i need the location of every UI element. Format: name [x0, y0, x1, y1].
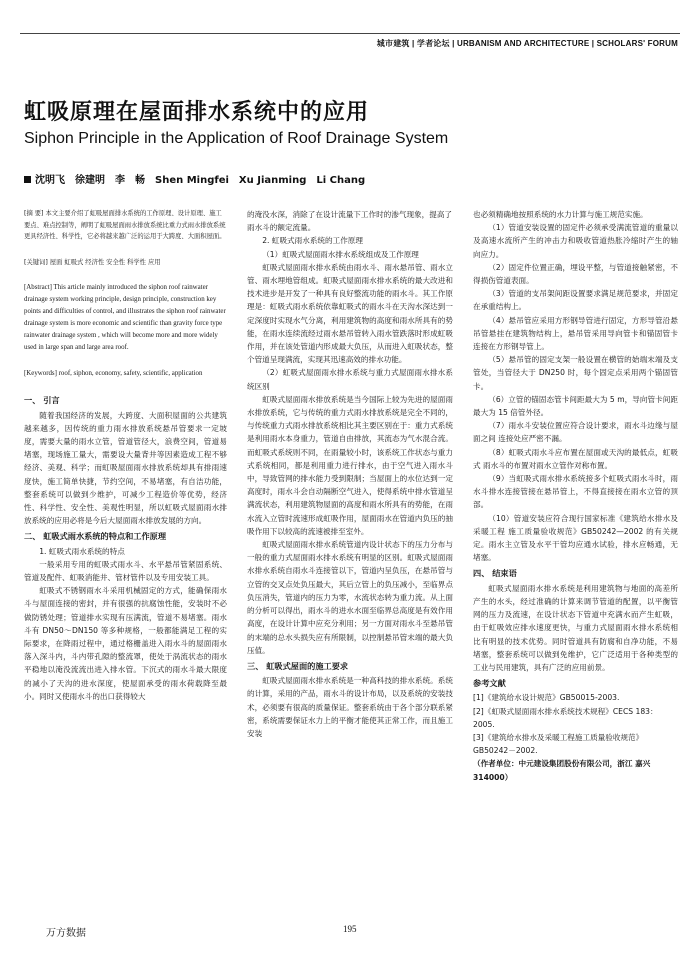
paragraph-continued: 也必须精确地按照系统的水力计算与施工规范实施。: [473, 210, 648, 219]
paragraph: （9）当虹吸式雨水排水系统接多个虹吸式雨水斗时，雨水斗排水连接管接在悬吊管上，不得直接接在雨水立管的顶部。: [473, 474, 678, 510]
bullet-square-icon: [24, 176, 31, 183]
column-3-body: [473, 208, 678, 784]
authors-text: 沈明飞 徐建明 李 畅 Shen Mingfei Xu Jianming Li Chang: [35, 175, 366, 186]
author-affiliation: （作者单位：中元建设集团股份有限公司，浙江 嘉兴 314000）: [473, 759, 651, 782]
paragraph: 虹吸式屋面雨水排水系统是利用建筑物与地面的高差所产生的水头，经过准确的计算来调节管道的配置，以平衡管网的压力及流速，在设计状态下管道中充满水而产生虹吸，由于虹吸效应排水速度更快，与重力式屋面雨水排水系统相比有明显的技术优势。同时管道具有防腐和自净功能，不易堵塞，整套系统可以做到免维护，它广泛适用于各种类型的工业与民用建筑，具有广泛的应用前景。: [473, 583, 678, 672]
section-heading: 参考文献: [473, 678, 506, 689]
running-head: 城市建筑 | 学者论坛 | URBANISM AND ARCHITECTURE | SCHOLARS' FORUM: [376, 39, 678, 48]
footer-source: 万方数据: [46, 928, 86, 939]
column-1: [24, 208, 227, 703]
paragraph-continued: 的淹没水深，消除了在设计流量下工作时的渗气现象，提高了雨水斗的额定流量。: [247, 210, 453, 233]
paragraph: 虹吸式屋面雨水排水系统是一种高科技的排水系统。系统的计算，采用的产品，雨水斗的设计布局，以及系统的安装技术，必须要有很高的质量保证。整套系统由于各个部分联系紧密，系统需要保证水力上的平衡才能使其正常工作，而且施工安装: [247, 676, 453, 738]
paragraph: （1）管道安装设置的固定件必须承受满流管道的重量以及高速水流所产生的冲击力和吸收管道热胀冷缩时产生的轴向应力。: [473, 223, 678, 259]
abstract-english: [Abstract] This article mainly introduced the siphon roof rainwater drainage system working principle, design principle, construction key points and difficulties of control, and illustrates the siphon roof rainwater drainage system is more economic and scientific than gravity force type rainwater drainage system , which will become more and more widely used in large span and large area roof.: [24, 284, 226, 352]
section-heading: 二、 虹吸式雨水系统的特点和工作原理: [24, 531, 167, 542]
abstract-chinese: [摘 要] 本文主要介绍了虹吸屋面排水系统的工作原理、设计原理、施工要点、难点控制等，阐明了虹吸屋面雨水排放系统比重力式雨水排放系统更具经济性、科学性，它必将越来越广泛的运用于大跨度、大面积屋面。: [24, 210, 226, 241]
paragraph: （5）悬吊管的固定支架一般设置在横管的始端末端及支管处，当管径大于 DN250 时，每个固定点采用两个锚固管卡。: [473, 355, 678, 391]
paragraph: （8）虹吸式雨水斗应布置在屋面或天沟的最低点，虹吸式 雨水斗的布置对雨水立管作对称布置。: [473, 447, 678, 470]
sub-heading: （1）虹吸式屋面雨水排水系统组成及工作原理: [262, 249, 419, 259]
sub-heading: 1. 虹吸式雨水系统的特点: [39, 546, 125, 556]
reference-item: [1]《建筑给水设计规范》GB50015-2003.: [473, 693, 620, 703]
paragraph: （6）立管的锚固态管卡间距最大为 5 m，导向管卡间距最大为 15 倍管外径。: [473, 394, 678, 418]
paragraph: （4）悬吊管应采用方形钢导管进行固定，方形导管沿悬吊管悬挂在建筑物结构上，悬吊管采用导向管卡和锚固管卡连接在方形钢导管上。: [473, 315, 678, 352]
section-heading: 三、 虹吸式屋面的施工要求: [247, 660, 349, 671]
paragraph: 虹吸式屋面雨水排水系统由雨水斗、雨水悬吊管、雨水立管、雨水埋地管组成。虹吸式屋面雨水排水系统的最大改进和技术进步是开发了一种具有良好整流功能的雨水斗。其工作原理是：虹吸式雨水系统依靠虹吸式的雨水斗在天沟水深达到一定深度时实现水气分离，利用建筑物的高度和雨水所具有的势能，在雨水连续流经过雨水悬吊管转入雨水管跌落时形成虹吸作用，并在该处管道内形成最大负压，从而进入虹吸状态，整个管道呈现满流，实现其迅速高效的排水功能。: [247, 262, 453, 365]
paragraph: （10）管道安装应符合现行国家标准《建筑给水排水及采暖工程 施工质量验收规范》GB50242—2002 的有关规定。雨水主立管及水平干管均应通水试验，排水应畅通，无堵塞。: [473, 513, 678, 563]
section-heading: 四、 结束语: [473, 568, 517, 579]
reference-item: [3]《建筑给水排水及采暖工程施工质量验收规范》GB50242－2002.: [473, 732, 644, 756]
paragraph: （7）雨水斗安装位置应符合设计要求，雨水斗边缘与屋面之间 连接处应严密不漏。: [473, 421, 678, 444]
paragraph: 一般采用专用的虹吸式雨水斗、水平悬吊管紧固系统、管道及配件、虹吸消能井、管材管件以及专用安装工具。: [24, 559, 227, 583]
paragraph: （3）管道的支吊架间距设置要求满足规范要求，并固定在承重结构上。: [473, 289, 678, 312]
sub-heading: 2. 虹吸式雨水系统的工作原理: [262, 236, 363, 246]
column-2-body: [247, 208, 453, 740]
title-chinese: 虹吸原理在屋面排水系统中的应用: [24, 100, 370, 125]
column-2: [247, 208, 453, 740]
column-1-body: [24, 394, 227, 703]
paragraph: （2）固定件位置正确，埋设平整，与管道接触紧密，不得损伤管道表面。: [473, 262, 678, 286]
page-number: 195: [343, 924, 357, 934]
paragraph: 虹吸式不锈钢雨水斗采用机械固定的方式，能确保雨水斗与屋面连接的密封，并有很强的抗腐蚀性能，安装时不必做防锈处理；管道排水实现有压满流，管道不易堵塞。雨水斗有 DN50～DN150 等多种规格，一般都能满足工程的实际要求，在降雨过程中，通过格栅盖进入雨水斗的屋面雨水落入深斗内，斗内带孔隙的整流罩，使处于涡流状态的雨水平稳地以淹没流流出进入排水管。下沉式的雨水斗最大限度的减小了天沟的进水深度，使屋面承受的雨水荷载降至最小。同时又使雨水斗的出口获得较大: [24, 586, 227, 701]
authors: [24, 171, 365, 186]
header-rule: [20, 33, 680, 34]
reference-item: [2]《虹吸式屋面雨水排水系统技术规程》CECS 183：2005.: [473, 706, 658, 729]
paragraph: 虹吸式屋面雨水排水系统管道内设计状态下的压力分布与一般的重力式屋面雨水排水系统有明显的区别。虹吸式屋面雨水排水系统自雨水斗连接管以下，管道内呈负压，在悬吊管与立管的交叉点处负压最大，其后立管上的负压减小，至临界点负压消失，管道内的压力为零，水流状态转为重力流。从上面的分析可以得出，雨水斗的进水水面至临界总高度是有效作用高度，在设计计算中应充分利用；另一方面对雨水斗至悬吊管的末端的总水头损失应有所限制，以控制悬吊管末端的最大负压值。: [247, 540, 453, 655]
paragraph: 虹吸式屋面雨水排放系统是当今国际上较为先进的屋面雨水排放系统，它与传统的重力式雨水排放系统是完全不同的，与传统重力式雨水排放系统相比其主要区别在于：重力式系统是利用雨水本身重力，管道自由排放，其流态为气水混合流。而虹吸式系统则不同，在雨量较小时，该系统工作状态与重力式系统相同，都是利用重力进行排水，由于空气进入雨水斗中，导致管网的排水能力受到限制；当屋面上的水位达到一定高度时，雨水斗会自动隔断空气进入，使得系统中排水管道呈满流状态，利用建筑物屋面的高度和雨水所具有的势能，在雨水流入立管时流速形成虹吸作用，屋面雨水在管道内负压的抽吸作用下以较高的流速被排至室外。: [247, 394, 453, 536]
keywords-chinese: [关键词] 屋面 虹吸式 经济性 安全性 科学性 应用: [24, 258, 161, 266]
sub-heading: （2）虹吸式屋面雨水排水系统与重力式屋面雨水排水系统区别: [247, 368, 453, 391]
section-heading: 一、 引言: [24, 395, 60, 406]
title-english: Siphon Principle in the Application of Roof Drainage System: [24, 130, 449, 147]
keywords-english: [Keywords] roof, siphon, economy, safety, scientific, application: [24, 370, 203, 378]
column-3: [473, 208, 678, 784]
paragraph: 随着我国经济的发展，大跨度、大面积屋面的公共建筑越来越多，因传统的重力雨水排放系统悬吊管要求一定坡度，需要大量的雨水立管，管道管径大，浪费空间，管道易堵塞，现场施工量大，需要设大量背井等因素造成工程不够经济、美观、科学；而虹吸屋面雨水排放系统却具有排雨速度快，施工简单快捷，节约空间，不易堵塞，有自洁功能，整套系统可以做到少维护，可减少工程造价等优势，经济性、科学性、安全性、美观性明显，所以虹吸式屋面雨水排放系统的应用必将是今后大屋面雨水排放发展的方向。: [24, 410, 227, 526]
